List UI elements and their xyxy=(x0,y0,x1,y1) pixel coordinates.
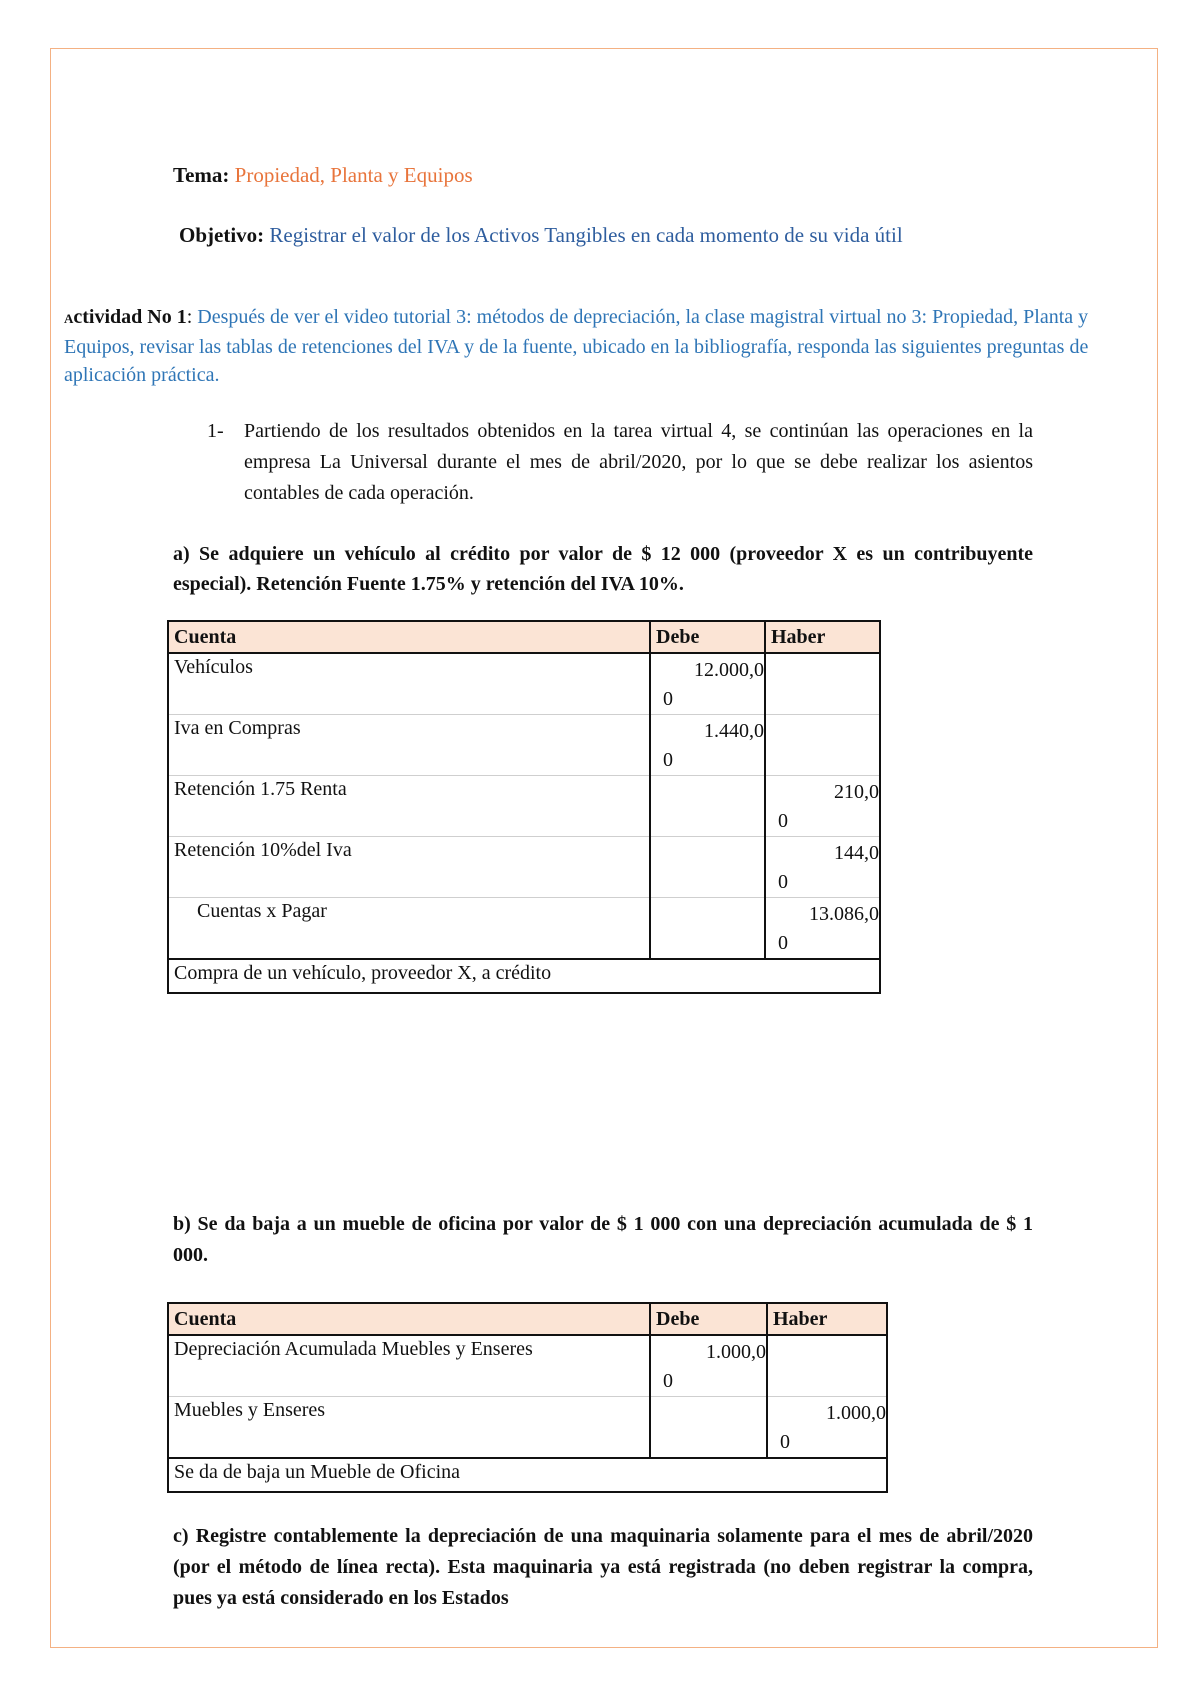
header-debe: Debe xyxy=(650,1303,767,1335)
cell-debe xyxy=(650,653,765,715)
actividad-text: Después de ver el video tutorial 3: métodos de depreciación, la clase magistral virtual no 3: Propiedad, Planta y Equipos, revisar las tablas de retenciones del IVA y de la fuente, ubicado en la bibliografía, responda las siguientes preguntas de aplicación práctica. xyxy=(64,306,1089,386)
header-cuenta: Cuenta xyxy=(168,621,650,653)
objetivo-value: Registrar el valor de los Activos Tangibles en cada momento de su vida útil xyxy=(269,223,903,247)
tema-line xyxy=(173,163,473,188)
table-footer-text: Se da de baja un Mueble de Oficina xyxy=(168,1458,887,1492)
actividad-label: ctividad No 1 xyxy=(73,306,187,328)
haber-value: 144,0 xyxy=(834,842,879,864)
ledger-table-a xyxy=(167,620,881,994)
part-c-text: c) Registre contablemente la depreciación de una maquinaria solamente para el mes de abril/2020 (por el método de línea recta). Esta maquinaria ya está registrada (no deben registrar la compra, pues ya está considerado en los Estados xyxy=(173,1525,1033,1609)
haber-tail: 0 xyxy=(780,1431,790,1453)
question-1-text: Partiendo de los resultados obtenidos en la tarea virtual 4, se continúan las operaciones en la empresa La Universal durante el mes de abril/2020, por lo que se debe realizar los asientos contables de cada operación. xyxy=(244,420,1033,504)
header-haber: Haber xyxy=(765,621,880,653)
part-b-text: b) Se da baja a un mueble de oficina por valor de $ 1 000 con una depreciación acumulada de $ 1 000. xyxy=(173,1213,1033,1266)
table-row xyxy=(168,715,880,776)
table-footer-text: Compra de un vehículo, proveedor X, a crédito xyxy=(168,959,880,993)
cell-haber xyxy=(767,1397,887,1459)
objetivo-label: Objetivo: xyxy=(179,223,265,247)
debe-value: 1.000,0 xyxy=(706,1341,766,1363)
cell-cuenta: Depreciación Acumulada Muebles y Enseres xyxy=(168,1335,650,1397)
cell-cuenta: Vehículos xyxy=(168,653,650,715)
cell-haber xyxy=(765,898,880,960)
cell-debe xyxy=(650,898,765,960)
actividad-paragraph xyxy=(64,303,1156,389)
cell-haber xyxy=(765,653,880,715)
haber-value: 210,0 xyxy=(834,781,879,803)
part-a-text: a) Se adquiere un vehículo al crédito por valor de $ 12 000 (proveedor X es un contribuyente especial). Retención Fuente 1.75% y retención del IVA 10%. xyxy=(173,543,1033,595)
haber-value: 1.000,0 xyxy=(826,1402,886,1424)
table-row xyxy=(168,898,880,960)
question-1-number: 1- xyxy=(207,420,224,442)
cell-cuenta: Retención 10%del Iva xyxy=(168,837,650,898)
cell-cuenta: Iva en Compras xyxy=(168,715,650,776)
cell-haber xyxy=(765,776,880,837)
cell-debe xyxy=(650,837,765,898)
cell-debe xyxy=(650,715,765,776)
debe-tail: 0 xyxy=(663,1370,673,1392)
table-row xyxy=(168,1335,887,1397)
actividad-colon: : xyxy=(186,306,193,328)
cell-debe xyxy=(650,776,765,837)
table-footer-row xyxy=(168,959,880,993)
haber-value: 13.086,0 xyxy=(809,903,879,925)
debe-value: 1.440,0 xyxy=(704,720,764,742)
haber-tail: 0 xyxy=(778,932,788,954)
table-header-row xyxy=(168,621,880,653)
ledger-table-b xyxy=(167,1302,888,1493)
objetivo-line xyxy=(179,223,903,248)
cell-cuenta: Cuentas x Pagar xyxy=(168,898,650,960)
cell-haber xyxy=(765,837,880,898)
haber-tail: 0 xyxy=(778,871,788,893)
table-row xyxy=(168,653,880,715)
cell-debe xyxy=(650,1397,767,1459)
header-debe: Debe xyxy=(650,621,765,653)
question-1 xyxy=(207,416,1033,509)
table-header-row xyxy=(168,1303,887,1335)
debe-tail: 0 xyxy=(663,688,673,710)
cell-haber xyxy=(767,1335,887,1397)
cell-haber xyxy=(765,715,880,776)
table-footer-row xyxy=(168,1458,887,1492)
debe-value: 12.000,0 xyxy=(694,659,764,681)
header-cuenta: Cuenta xyxy=(168,1303,650,1335)
haber-tail: 0 xyxy=(778,810,788,832)
tema-label: Tema: xyxy=(173,163,230,187)
cell-cuenta: Retención 1.75 Renta xyxy=(168,776,650,837)
debe-tail: 0 xyxy=(663,749,673,771)
table-row xyxy=(168,1397,887,1459)
table-row xyxy=(168,837,880,898)
actividad-first-letter: A xyxy=(64,311,74,326)
table-row xyxy=(168,776,880,837)
tema-value: Propiedad, Planta y Equipos xyxy=(234,163,473,187)
cell-debe xyxy=(650,1335,767,1397)
header-haber: Haber xyxy=(767,1303,887,1335)
cell-cuenta: Muebles y Enseres xyxy=(168,1397,650,1459)
